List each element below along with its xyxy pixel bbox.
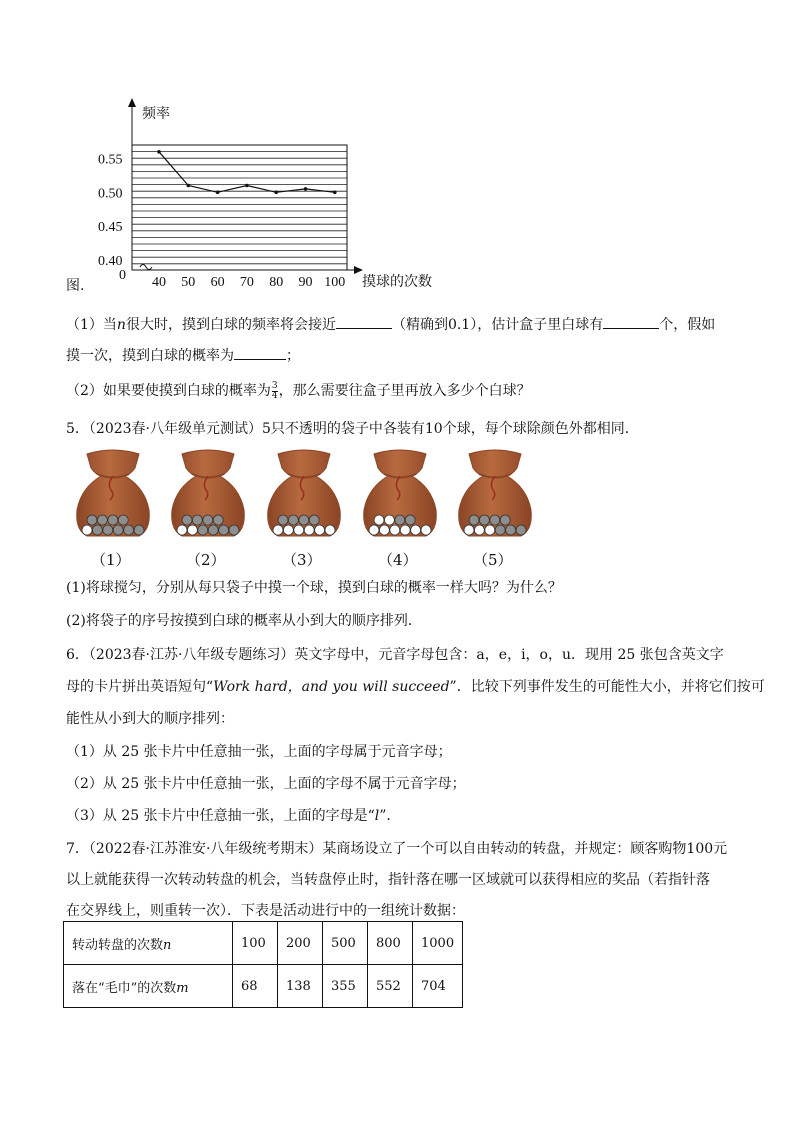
table-cell: 552 <box>368 965 413 1008</box>
grey-ball <box>92 525 102 535</box>
x-tick-label: 50 <box>181 275 196 290</box>
table-cell: 68 <box>233 965 278 1008</box>
grey-ball <box>192 515 202 525</box>
data-point <box>187 184 191 188</box>
q7-line2: 以上就能获得一次转动转盘的机会，当转盘停止时，指针落在哪一区域就可以获得相应的奖品（若指针落 <box>66 872 710 888</box>
q6-sub3-c: ”． <box>379 808 401 824</box>
table-cell: 355 <box>323 965 368 1008</box>
data-point <box>216 191 220 195</box>
ball-bag-illustration <box>360 448 440 540</box>
q5-sub1: (1)将球搅匀，分别从每只袋子中摸一个球，摸到白球的概率一样大吗？为什么？ <box>66 580 562 596</box>
q4-part2 <box>66 381 531 401</box>
fraction-three-quarters <box>272 382 278 401</box>
data-point <box>157 150 161 154</box>
grey-ball <box>113 525 123 535</box>
table-cell: 1000 <box>413 922 463 965</box>
row-header-var: n <box>163 937 172 953</box>
grey-ball <box>288 515 298 525</box>
y-axis-arrow <box>128 98 136 107</box>
y-axis-break <box>140 265 152 270</box>
grey-ball <box>108 515 118 525</box>
y-tick-label: 0.55 <box>98 152 123 168</box>
grey-ball <box>490 515 500 525</box>
grey-ball <box>182 515 192 525</box>
fraction-denominator: 4 <box>271 390 278 401</box>
q5-stem: 5．（2023春·八年级单元测试）5只不透明的袋子中各装有10个球，每个球除颜色外都相同． <box>66 421 639 437</box>
row-header-spins <box>64 922 233 965</box>
y-tick-label: 0.50 <box>98 186 123 202</box>
grey-ball <box>198 525 208 535</box>
row-header-label: 落在“毛巾”的次数 <box>72 980 177 996</box>
q6-sub3-a: （3）从 25 张卡片中任意抽一张，上面的字母是“ <box>66 808 375 824</box>
q4-p1-text-end: ； <box>286 348 300 364</box>
ball-bag-illustration <box>455 448 535 540</box>
q4-answer-blank-probability[interactable] <box>234 345 286 360</box>
x-axis-title: 摸球的次数 <box>362 275 432 290</box>
white-ball <box>390 525 400 535</box>
fraction-numerator: 3 <box>271 380 278 391</box>
bag-label: （5） <box>473 551 513 569</box>
table-row <box>64 965 463 1008</box>
chart-grid <box>132 145 347 264</box>
white-ball <box>315 525 325 535</box>
grey-ball <box>479 515 489 525</box>
ball-bag-illustration <box>73 448 153 540</box>
white-ball <box>304 525 314 535</box>
grey-ball <box>87 515 97 525</box>
white-ball <box>464 525 474 535</box>
white-ball <box>177 525 187 535</box>
x-tick-label: 60 <box>210 275 225 290</box>
grey-ball <box>506 525 516 535</box>
table-cell: 138 <box>278 965 323 1008</box>
grey-ball <box>309 515 319 525</box>
white-ball <box>421 525 431 535</box>
white-ball <box>273 525 283 535</box>
data-point <box>245 184 249 188</box>
data-point <box>274 191 278 195</box>
grey-ball <box>500 515 510 525</box>
q4-p1-text-b: 很大时，摸到白球的频率将会接近 <box>125 317 336 333</box>
grey-ball <box>395 515 405 525</box>
x-axis-arrow <box>354 266 363 274</box>
chart-plot-frame <box>132 145 347 270</box>
white-ball <box>374 515 384 525</box>
row-header-towel <box>64 965 233 1008</box>
grey-ball <box>405 515 415 525</box>
bag-label: （3） <box>282 551 322 569</box>
q6-sub3 <box>66 806 400 826</box>
q6-line2-c: ”．比较下列事件发生的可能性大小，并将它们按可 <box>449 679 765 695</box>
white-ball <box>474 525 484 535</box>
q4-p1-var-n: n <box>116 317 126 333</box>
q5-sub2: (2)将袋子的序号按摸到白球的概率从小到大的顺序排列． <box>66 613 422 629</box>
figure-suffix: 图. <box>66 278 85 294</box>
y-tick-label: 0.45 <box>98 220 123 236</box>
white-ball <box>294 525 304 535</box>
grey-ball <box>229 525 239 535</box>
white-ball <box>379 525 389 535</box>
grey-ball <box>516 525 526 535</box>
frequency-line-chart <box>90 95 470 295</box>
q4-part1-line1 <box>66 314 715 335</box>
y-axis-title: 频率 <box>142 107 170 122</box>
row-header-var: m <box>176 980 189 996</box>
white-ball <box>325 525 335 535</box>
q4-p1-text-d: 个，假如 <box>659 317 716 333</box>
ball-bag-illustration <box>264 448 344 540</box>
white-ball <box>283 525 293 535</box>
white-ball <box>400 525 410 535</box>
bag-label: （4） <box>378 551 418 569</box>
x-tick-label: 100 <box>324 275 346 290</box>
q4-p1-text-a: （1）当 <box>66 317 117 333</box>
y-tick-label: 0.40 <box>98 253 123 269</box>
q6-line1: 6．（2023春·江苏·八年级专题练习）英文字母中，元音字母包含：a，e，i，o，u．现用 25 张包含英文字 <box>66 647 724 663</box>
grey-ball <box>219 525 229 535</box>
grey-ball <box>118 515 128 525</box>
bag-label: （2） <box>186 551 226 569</box>
q7-line3: 在交界线上，则重转一次）．下表是活动进行中的一组统计数据： <box>66 903 465 919</box>
grey-ball <box>495 525 505 535</box>
x-tick-label: 40 <box>152 275 166 290</box>
grey-ball <box>299 515 309 525</box>
q4-p1-text-line2: 摸一次，摸到白球的概率为 <box>66 348 234 364</box>
q6-letter-l: l <box>374 808 380 824</box>
grey-ball <box>213 515 223 525</box>
table-cell: 704 <box>413 965 463 1008</box>
white-ball <box>187 525 197 535</box>
q6-sub2: （2）从 25 张卡片中任意抽一张，上面的字母不属于元音字母； <box>66 776 466 792</box>
q6-sub1: （1）从 25 张卡片中任意抽一张，上面的字母属于元音字母； <box>66 744 452 760</box>
q4-part1-line2 <box>66 345 300 366</box>
q6-line2-a: 母的卡片拼出英语短句“ <box>66 679 214 695</box>
data-point <box>333 191 337 195</box>
x-tick-label: 90 <box>298 275 313 290</box>
white-ball <box>485 525 495 535</box>
q4-answer-blank-frequency[interactable] <box>336 314 392 329</box>
table-row <box>64 922 463 965</box>
grey-ball <box>203 515 213 525</box>
q4-answer-blank-white-count[interactable] <box>603 314 659 329</box>
grey-ball <box>208 525 218 535</box>
q4-p1-text-c: （精确到0.1），估计盒子里白球有 <box>391 317 604 333</box>
grey-ball <box>278 515 288 525</box>
q6-line3: 能性从小到大的顺序排列： <box>66 711 234 727</box>
grey-ball <box>134 525 144 535</box>
x-tick-label: 80 <box>269 275 284 290</box>
table-cell: 200 <box>278 922 323 965</box>
table-cell: 500 <box>323 922 368 965</box>
q4-p2-text-a: （2）如果要使摸到白球的概率为 <box>66 383 271 399</box>
table-cell: 100 <box>233 922 278 965</box>
grey-ball <box>124 525 134 535</box>
white-ball <box>82 525 92 535</box>
row-header-label: 转动转盘的次数 <box>72 937 164 953</box>
data-point <box>304 187 308 191</box>
q6-english-sentence: Work hard，and you will succeed <box>213 679 450 695</box>
grey-ball <box>469 515 479 525</box>
white-ball <box>411 525 421 535</box>
grey-ball <box>97 515 107 525</box>
q7-line1: 7．（2022春·江苏淮安·八年级统考期末）某商场设立了一个可以自由转动的转盘，并规定：顾客购物100元 <box>66 841 728 857</box>
white-ball <box>384 515 394 525</box>
q6-line2 <box>66 677 765 697</box>
table-cell: 800 <box>368 922 413 965</box>
origin-label: 0 <box>119 268 126 283</box>
x-tick-label: 70 <box>239 275 254 290</box>
white-ball <box>369 525 379 535</box>
spin-statistics-table <box>63 921 463 1008</box>
grey-ball <box>103 525 113 535</box>
ball-bag-illustration <box>168 448 248 540</box>
bag-label: （1） <box>91 551 131 569</box>
q4-p2-text-b: ，那么需要往盒子里再放入多少个白球？ <box>278 383 531 399</box>
